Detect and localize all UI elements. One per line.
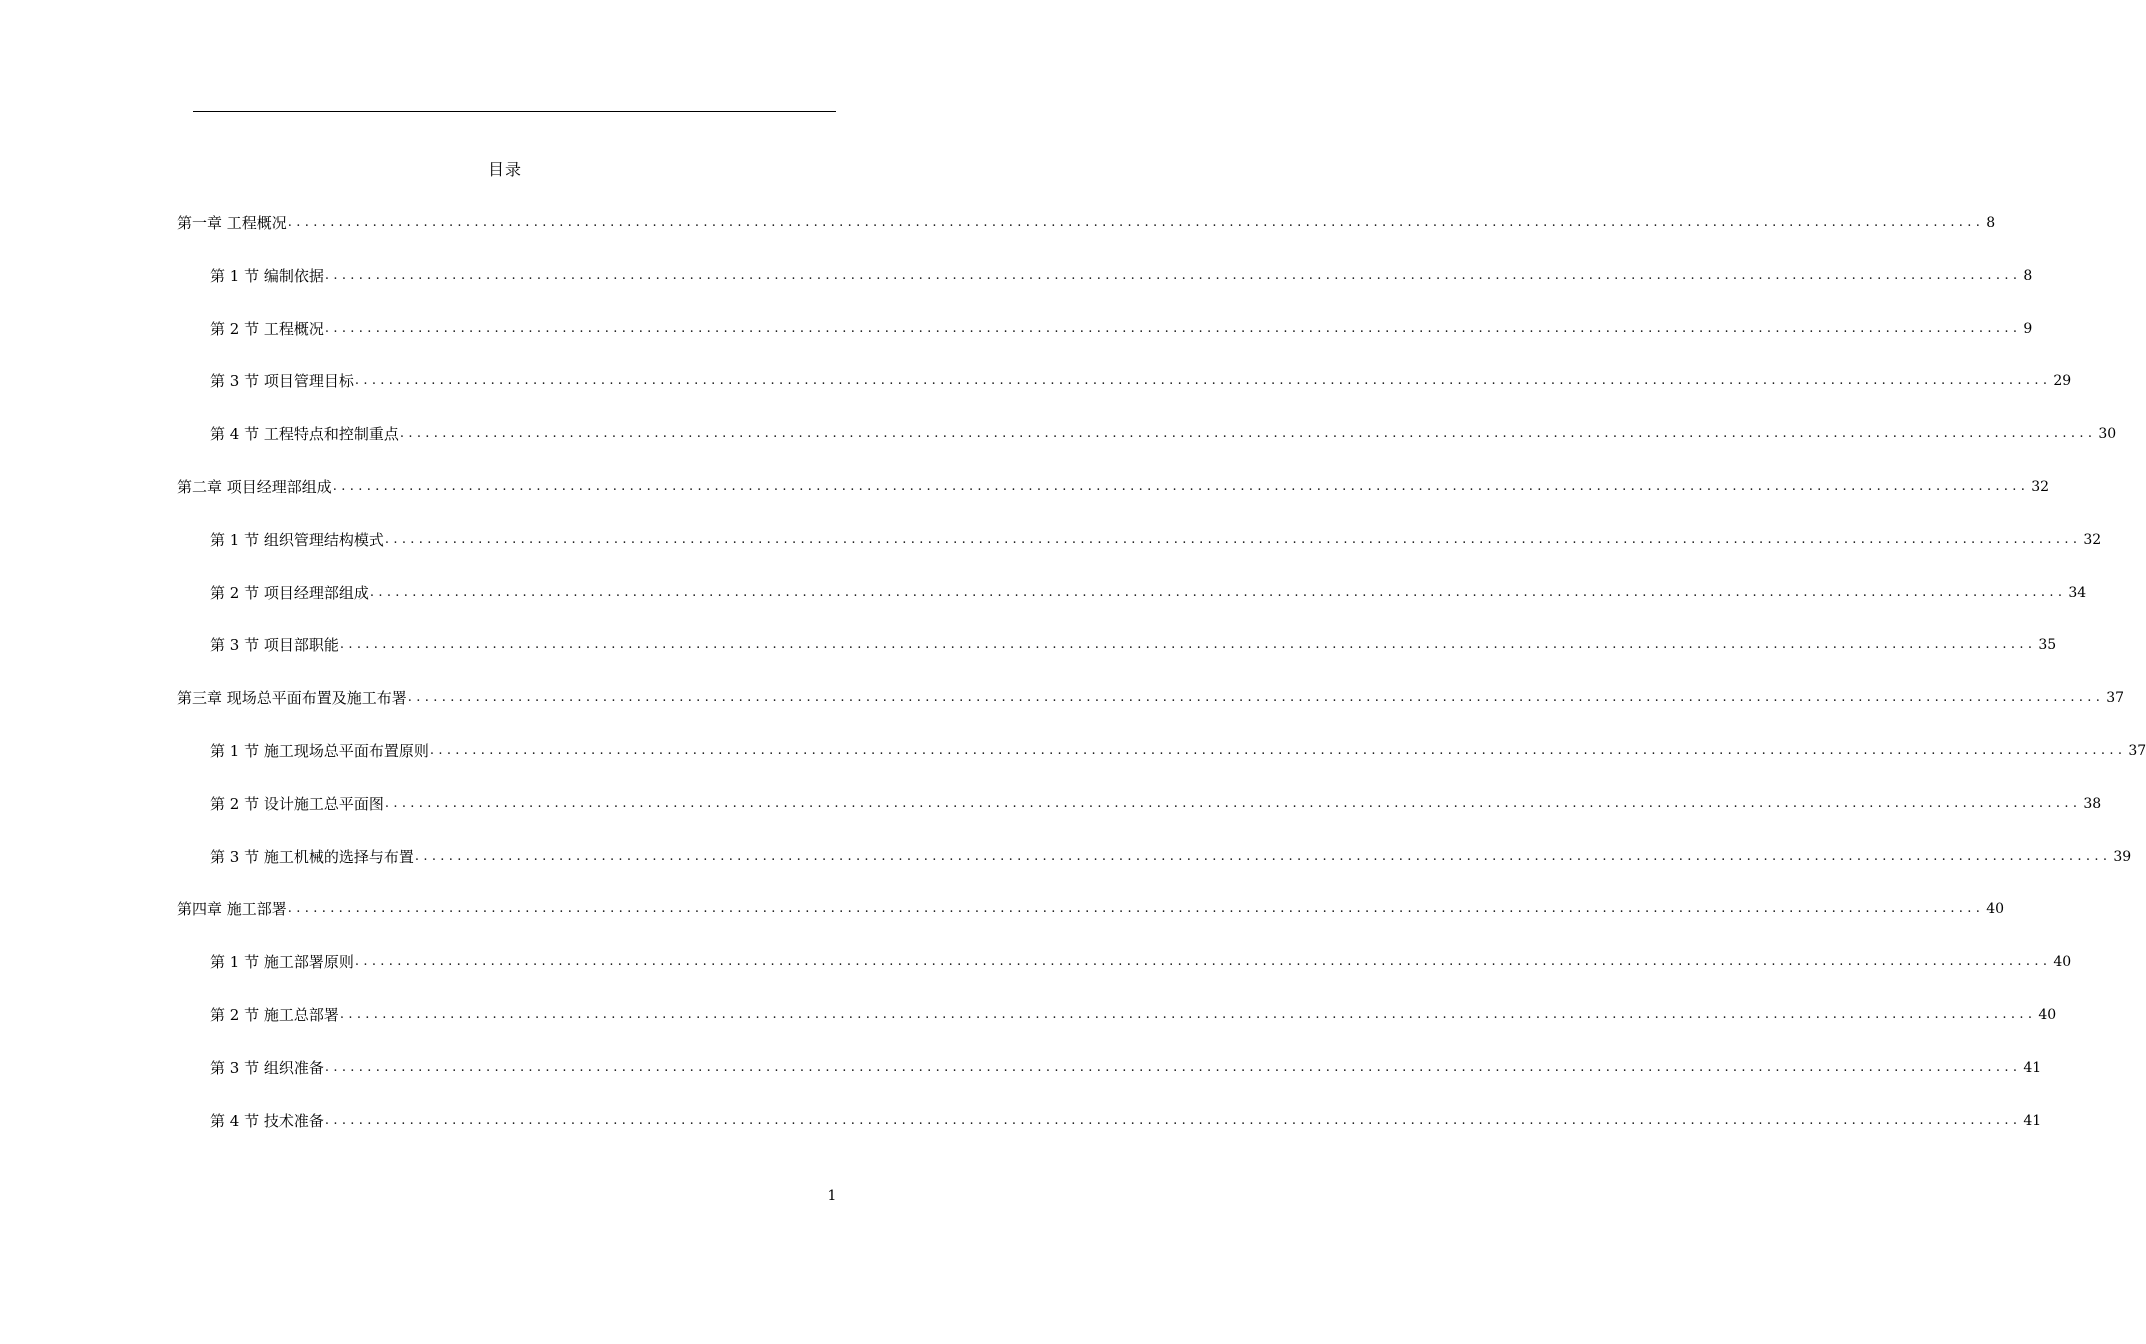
toc-entry-page: 40	[1986, 901, 2005, 918]
toc-entry-page: 8	[1986, 215, 1996, 231]
toc-chapter-entry[interactable]	[177, 685, 2125, 711]
toc-entry-page: 8	[2023, 267, 2033, 284]
toc-entry-page: 37	[2106, 690, 2125, 707]
toc-section-entry[interactable]	[210, 421, 2117, 447]
toc-dot-leader: ........................................................................................................................................................................................................	[324, 1059, 2022, 1075]
toc-dot-leader: ........................................................................................................................................................................................................	[324, 320, 2022, 336]
toc-dot-leader: ........................................................................................................................................................................................................	[324, 267, 2022, 283]
toc-entry-label: 第 2 节 工程概况	[210, 319, 324, 338]
toc-entry-page: 37	[2128, 743, 2146, 759]
toc-chapter-entry[interactable]	[177, 896, 2005, 922]
toc-entry-page: 32	[2083, 531, 2102, 548]
toc-section-entry[interactable]	[210, 844, 2132, 870]
toc-dot-leader: ........................................................................................................................................................................................................	[324, 1112, 2022, 1128]
toc-title: 目录	[487, 160, 522, 179]
toc-entry-label: 第 1 节 组织管理结构模式	[210, 530, 384, 549]
toc-dot-leader: ........................................................................................................................................................................................................	[399, 426, 2097, 442]
toc-section-entry[interactable]	[210, 738, 2146, 764]
toc-entry-label: 第二章 项目经理部组成	[177, 478, 332, 496]
toc-dot-leader: ........................................................................................................................................................................................................	[384, 795, 2082, 811]
toc-section-entry[interactable]	[210, 949, 2072, 975]
toc-entry-label: 第 2 节 施工总部署	[210, 1006, 339, 1024]
toc-dot-leader: ........................................................................................................................................................................................................	[414, 848, 2112, 864]
toc-section-entry[interactable]	[210, 527, 2102, 553]
toc-entry-page: 29	[2053, 373, 2072, 390]
toc-chapter-entry[interactable]	[177, 474, 2050, 500]
toc-section-entry[interactable]	[210, 1002, 2057, 1028]
toc-entry-label: 第 1 节 编制依据	[210, 266, 324, 285]
toc-entry-label: 第 3 节 项目部职能	[210, 636, 339, 655]
toc-dot-leader: ........................................................................................................................................................................................................	[354, 954, 2052, 970]
toc-entry-page: 40	[2038, 1007, 2057, 1023]
toc-section-entry[interactable]	[210, 263, 2033, 289]
toc-section-entry[interactable]	[210, 791, 2102, 817]
toc-dot-leader: ........................................................................................................................................................................................................	[332, 479, 2030, 494]
toc-entry-page: 9	[2023, 320, 2033, 337]
toc-entry-page: 32	[2031, 479, 2050, 495]
toc-entry-label: 第 3 节 施工机械的选择与布置	[210, 847, 414, 866]
toc-entry-label: 第 2 节 设计施工总平面图	[210, 794, 384, 813]
toc-entry-page: 41	[2023, 1059, 2042, 1076]
toc-entry-label: 第 1 节 施工现场总平面布置原则	[210, 742, 429, 760]
toc-entry-label: 第三章 现场总平面布置及施工布署	[177, 689, 407, 708]
toc-dot-leader: ........................................................................................................................................................................................................	[354, 373, 2052, 389]
toc-entry-label: 第 2 节 项目经理部组成	[210, 583, 369, 602]
toc-entry-page: 38	[2083, 795, 2102, 812]
toc-entry-label: 第 3 节 组织准备	[210, 1058, 324, 1077]
toc-dot-leader: ........................................................................................................................................................................................................	[384, 531, 2082, 547]
toc-entry-page: 34	[2068, 584, 2087, 601]
toc-entry-page: 35	[2038, 637, 2057, 654]
toc-dot-leader: ........................................................................................................................................................................................................	[339, 637, 2037, 653]
toc-entry-label: 第 4 节 工程特点和控制重点	[210, 425, 399, 444]
toc-section-entry[interactable]	[210, 316, 2033, 342]
page-number: 1	[827, 1188, 837, 1204]
toc-dot-leader: ........................................................................................................................................................................................................	[339, 1007, 2037, 1022]
toc-section-entry[interactable]	[210, 580, 2087, 606]
toc-section-entry[interactable]	[210, 1108, 2042, 1134]
toc-dot-leader: ........................................................................................................................................................................................................	[287, 215, 1985, 230]
toc-entry-label: 第 4 节 技术准备	[210, 1111, 324, 1130]
toc-entry-page: 41	[2023, 1112, 2042, 1129]
toc-entry-label: 第四章 施工部署	[177, 900, 287, 919]
toc-entry-label: 第 3 节 项目管理目标	[210, 372, 354, 391]
toc-chapter-entry[interactable]	[177, 210, 1996, 236]
toc-entry-page: 40	[2053, 954, 2072, 971]
toc-entry-page: 30	[2098, 426, 2117, 443]
toc-section-entry[interactable]	[210, 632, 2057, 658]
toc-dot-leader: ........................................................................................................................................................................................................	[369, 584, 2067, 600]
toc-entry-label: 第 1 节 施工部署原则	[210, 953, 354, 972]
toc-dot-leader: ........................................................................................................................................................................................................	[407, 690, 2105, 706]
toc-section-entry[interactable]	[210, 368, 2072, 394]
toc-section-entry[interactable]	[210, 1055, 2042, 1081]
toc-entry-page: 39	[2113, 848, 2132, 865]
toc-dot-leader: ........................................................................................................................................................................................................	[287, 901, 1985, 917]
header-rule	[193, 111, 836, 112]
toc-dot-leader: ........................................................................................................................................................................................................	[429, 743, 2127, 758]
toc-entry-label: 第一章 工程概况	[177, 214, 287, 232]
